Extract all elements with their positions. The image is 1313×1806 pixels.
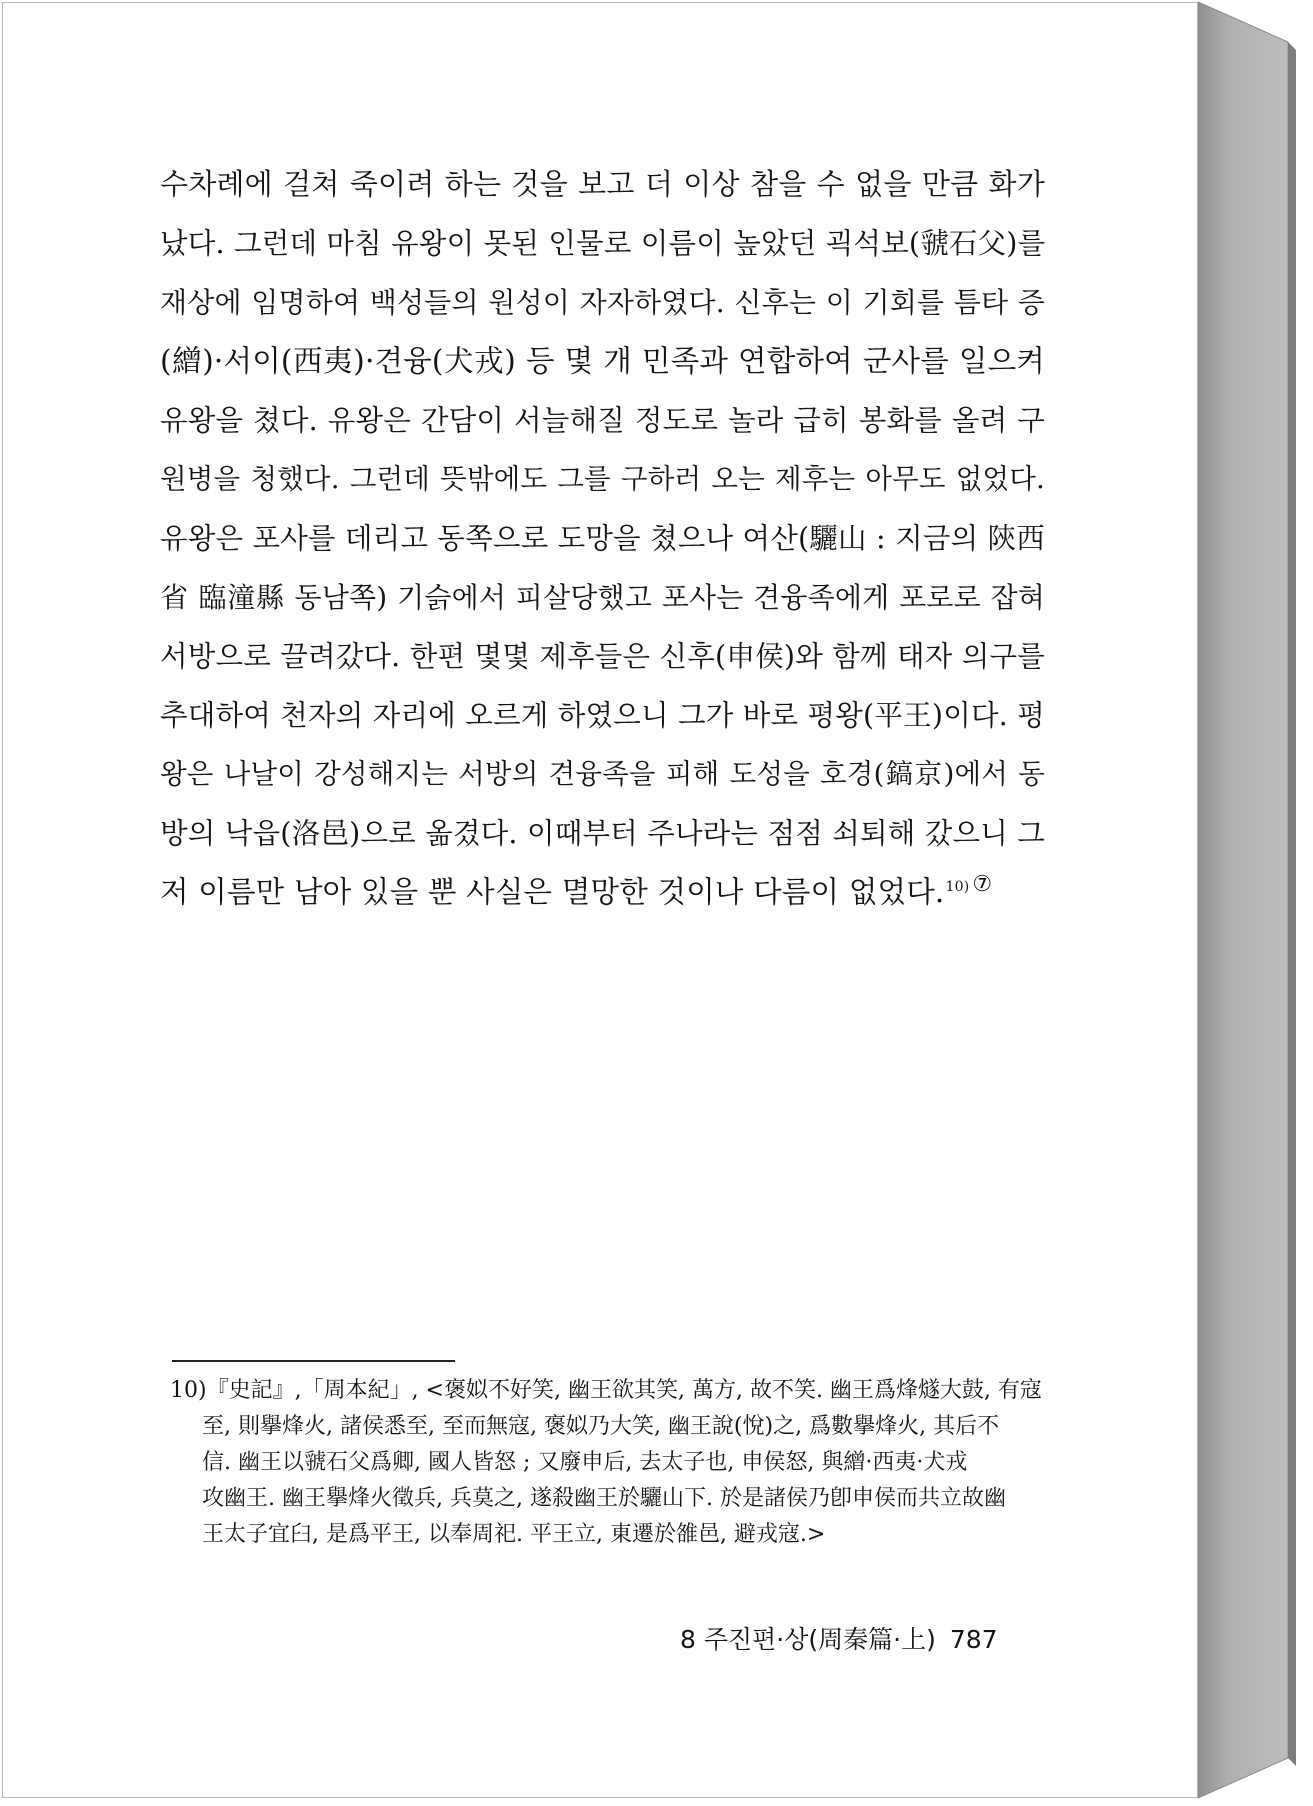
text-line-content: 저 이름만 남아 있을 뿐 사실은 멸망한 것이나 다름이 없었다.	[160, 875, 945, 909]
footnote-line: 10)『史記』,「周本紀」, <褒姒不好笑, 幽王欲其笑, 萬方, 故不笑. 幽王爲烽燧大鼓, 有寇	[170, 1378, 1042, 1403]
text-line: 원병을 청했다. 그런데 뜻밖에도 그를 구하러 오는 제후는 아무도 없었다.	[160, 463, 1045, 495]
text-line: 서방으로 끌려갔다. 한편 몇몇 제후들은 신후(申侯)와 함께 태자 의구를	[160, 640, 1045, 673]
text-line: 왕은 나날이 강성해지는 서방의 견융족을 피해 도성을 호경(鎬京)에서 동	[160, 758, 1045, 790]
footnote-line: 攻幽王. 幽王擧烽火徵兵, 兵莫之, 遂殺幽王於驪山下. 於是諸侯乃卽申侯而共立故幽	[202, 1486, 1006, 1511]
text-line: 省 臨潼縣 동남쪽) 기슭에서 피살당했고 포사는 견융족에게 포로로 잡혀	[160, 581, 1045, 614]
footnote-reference: 10)	[945, 879, 970, 896]
chapter-title: 8 주진편·상(周秦篇·上)	[680, 1625, 936, 1654]
text-line: 유왕을 쳤다. 유왕은 간담이 서늘해질 정도로 놀라 급히 봉화를 올려 구	[160, 404, 1045, 437]
main-text	[160, 155, 1045, 922]
text-line: (繒)·서이(西夷)·견융(犬戎) 등 몇 개 민족과 연합하여 군사를 일으켜	[160, 344, 1045, 378]
text-line: 추대하여 천자의 자리에 오르게 하였으니 그가 바로 평왕(平王)이다. 평	[160, 699, 1045, 732]
running-footer	[680, 1620, 998, 1656]
text-line-last	[160, 863, 1045, 922]
annotation-mark: ⑦	[972, 872, 993, 898]
text-line: 났다. 그런데 마침 유왕이 못된 인물로 이름이 높았던 괵석보(虢石父)를	[160, 227, 1046, 260]
footnote-block	[170, 1373, 1075, 1553]
footnote-line: 信. 幽王以虢石父爲卿, 國人皆怒 ; 又廢申后, 去太子也, 申侯怒, 與繒·西夷·犬戎	[202, 1450, 968, 1475]
footnote-line: 至, 則擧烽火, 諸侯悉至, 至而無寇, 褒姒乃大笑, 幽王說(悅)之, 爲數擧烽火, 其后不	[202, 1414, 1000, 1439]
text-line: 유왕은 포사를 데리고 동쪽으로 도망을 쳤으나 여산(驪山 : 지금의 陝西	[160, 522, 1045, 555]
footnote-separator	[172, 1360, 455, 1362]
text-line: 수차례에 걸쳐 죽이려 하는 것을 보고 더 이상 참을 수 없을 만큼 화가	[160, 167, 1045, 201]
page-number: 787	[949, 1625, 998, 1654]
footnote-line: 王太子宜臼, 是爲平王, 以奉周祀. 平王立, 東遷於雒邑, 避戎寇.>	[202, 1522, 826, 1547]
text-line: 재상에 임명하여 백성들의 원성이 자자하였다. 신후는 이 기회를 틈타 증	[160, 286, 1045, 319]
text-line: 방의 낙읍(洛邑)으로 옮겼다. 이때부터 주나라는 점점 쇠퇴해 갔으니 그	[160, 817, 1045, 850]
